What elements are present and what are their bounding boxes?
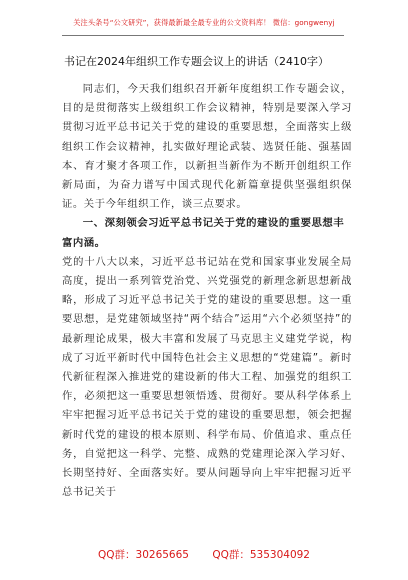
header-divider (62, 35, 344, 36)
document-title: 书记在2024年组织工作专题会议上的讲话（2410字） (64, 55, 329, 68)
qq-group-2: QQ群：535304092 (212, 549, 310, 561)
header-banner: 关注头条号“公文研究”，获得最新最全最专业的公文资料库！ 微信：gongwenyj (73, 18, 335, 27)
section-1-paragraph: 党的十八大以来，习近平总书记站在党和国家事业发展全局高度，提出一系列管党治党、兴党强党的新理念新思想新战略，形成了习近平总书记关于党的建设的重要思想。这一重要思想，是党建领域坚持“两个结合”运用“六个必须坚持”的最新理论成果，极大丰富和发展了马克思主义建党学说，构成了习近平新时代中国特色社会主义思想的“党建篇”。新时代新征程深入推进党的建设新的伟大工程、加强党的组织工作，必须把这一重要思想领悟透、贯彻好。要从科学体系上牢牢把握习近平总书记关于党的建设的重要思想，领会把握新时代党的建设的根本原则、科学布局、价值追求、重点任务，自觉把这一科学、完整、成熟的党建理论深入学习好、长期坚持好、全面落实好。要从问题导向上牢牢把握习近平总书记关于 (62, 255, 352, 499)
section-heading-1: 一、深刻领会习近平总书记关于党的建设的重要思想丰富内涵。 (62, 217, 345, 249)
intro-paragraph: 同志们，今天我们组织召开新年度组织工作专题会议，目的是贯彻落实上级组织工作会议精神，特别是要深入学习贯彻习近平总书记关于党的建设的重要思想，全面落实上级组织工作会议精神，扎实做好理论武装、选贤任能、强基固本、育才聚才各项工作，以新担当新作为不断开创组织工作新局面，为奋力谱写中国式现代化新篇章提供坚强组织保证。关于今年组织工作，谈三点要求。 (62, 83, 352, 211)
document-body (62, 80, 352, 502)
footer-contacts (0, 547, 408, 562)
qq-group-1: QQ群：30265665 (98, 549, 189, 561)
